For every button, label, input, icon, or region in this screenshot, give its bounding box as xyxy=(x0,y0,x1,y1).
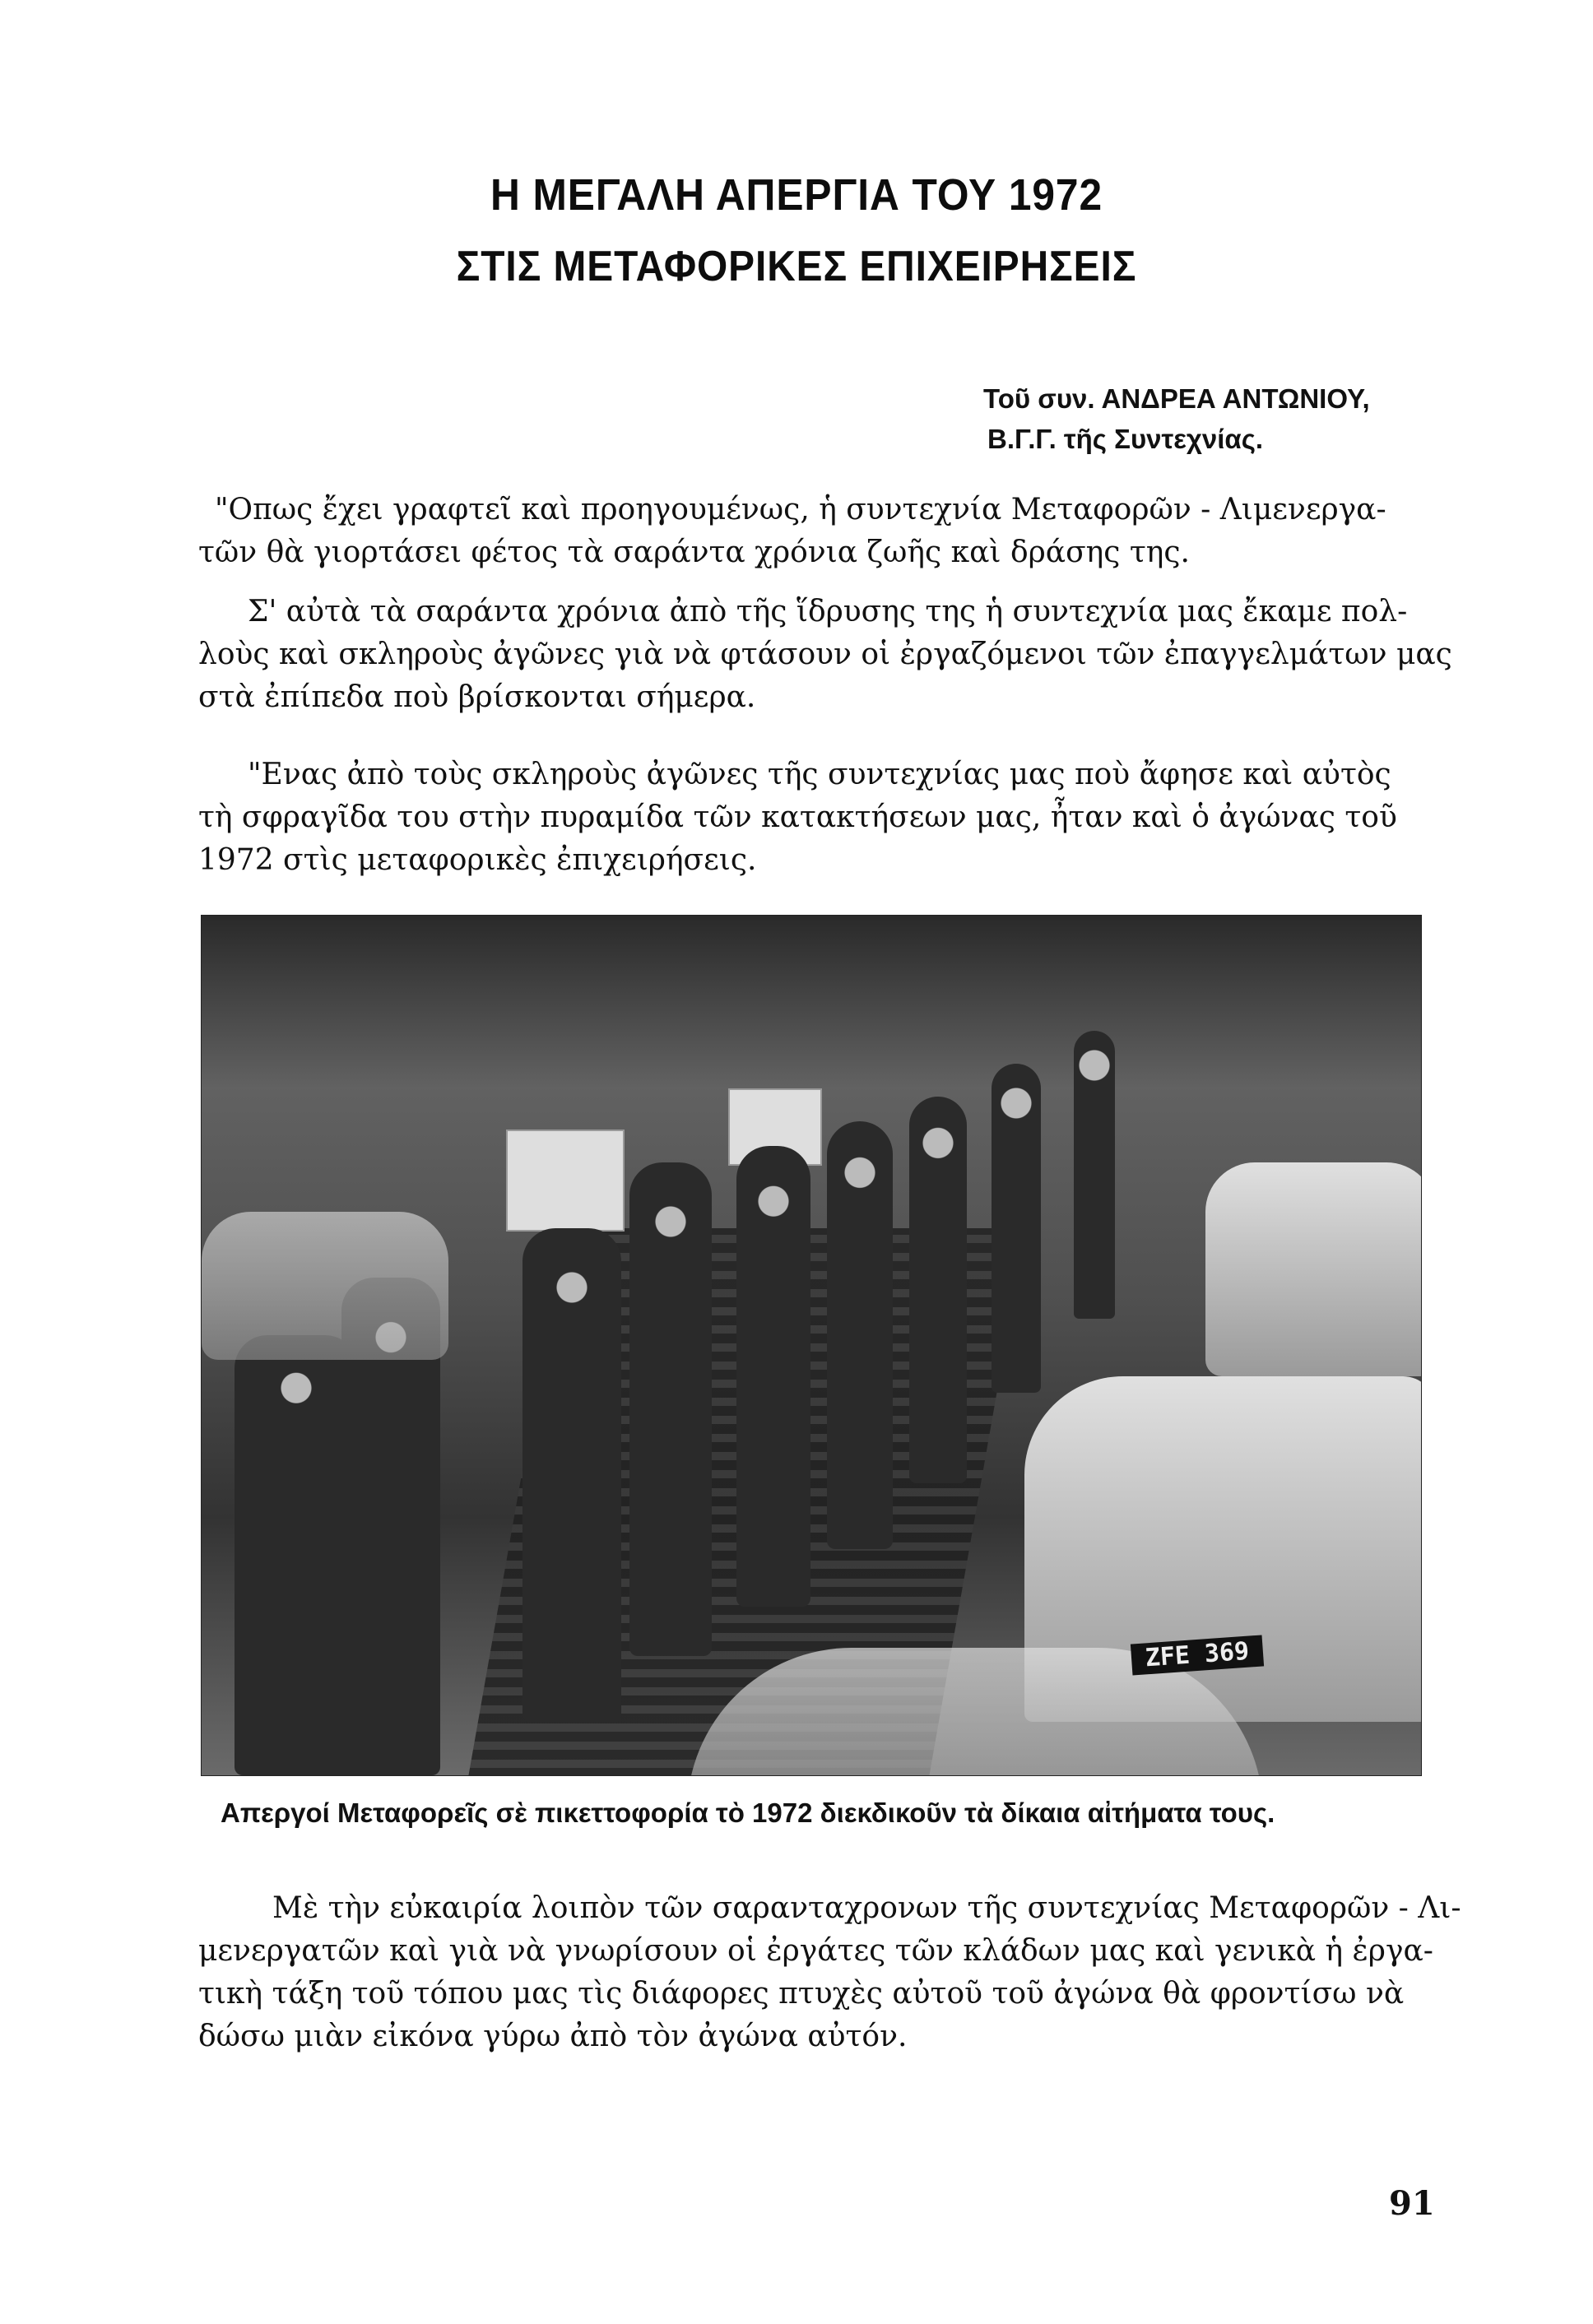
article-title-line-2: ΣΤΙΣ ΜΕΤΑΦΟΡΙΚΕΣ ΕΠΙΧΕΙΡΗΣΕΙΣ xyxy=(456,243,1137,290)
paragraph-line: λοὺς καὶ σκληροὺς ἀγῶνες γιὰ νὰ φτάσουν οἱ ἐργαζόμενοι τῶν ἐπαγγελμάτων μας xyxy=(198,638,1452,671)
paragraph-line: "Ενας ἀπὸ τοὺς σκληροὺς ἀγῶνες τῆς συντεχνίας μας ποὺ ἄφησε καὶ αὐτὸς xyxy=(248,758,1391,791)
paragraph-2 xyxy=(198,591,1452,719)
paragraph-3 xyxy=(198,754,1416,882)
protester-figure xyxy=(736,1146,810,1607)
article-title-line-1: Η ΜΕΓΑΛΗ ΑΠΕΡΓΙΑ ΤΟΥ 1972 xyxy=(490,170,1103,220)
strike-photo xyxy=(201,915,1422,1776)
picket-sign xyxy=(506,1130,625,1232)
paragraph-line: τὴ σφραγῖδα του στὴν πυραμίδα τῶν κατακτήσεων μας, ἦταν καὶ ὁ ἀγώνας τοῦ xyxy=(198,800,1397,834)
paragraph-line: Σ' αὐτὰ τὰ σαράντα χρόνια ἀπὸ τῆς ἵδρυσης της ἡ συντεχνία μας ἔκαμε πολ- xyxy=(248,595,1408,629)
page-number: 91 xyxy=(1389,2184,1435,2223)
protester-figure xyxy=(235,1335,358,1775)
paragraph-line: "Οπως ἔχει γραφτεῖ καὶ προηγουμένως, ἡ συντεχνία Μεταφορῶν - Λιμενεργα- xyxy=(215,493,1386,526)
protester-figure xyxy=(629,1162,712,1656)
protester-figure xyxy=(522,1228,621,1722)
paragraph-line: Μὲ τὴν εὐκαιρία λοιπὸν τῶν σαρανταχρονων τῆς συντεχνίας Μεταφορῶν - Λι- xyxy=(272,1891,1461,1925)
paragraph-line: τικὴ τάξη τοῦ τόπου μας τὶς διάφορες πτυχὲς αὐτοῦ τοῦ ἀγώνα θὰ φροντίσω νὰ xyxy=(198,1977,1405,2011)
author-affiliation: Β.Γ.Γ. τῆς Συντεχνίας. xyxy=(987,424,1264,454)
paragraph-line: μενεργατῶν καὶ γιὰ νὰ γνωρίσουν οἱ ἐργάτες τῶν κλάδων μας καὶ γενικὰ ἡ ἐργα- xyxy=(198,1934,1433,1968)
protester-figure xyxy=(909,1097,967,1483)
paragraph-line: τῶν θὰ γιορτάσει φέτος τὰ σαράντα χρόνια ζωῆς καὶ δράσης της. xyxy=(198,536,1190,569)
paragraph-4 xyxy=(198,1887,1461,2058)
parked-car xyxy=(202,1212,448,1360)
license-plate: ZFE 369 xyxy=(1131,1635,1264,1675)
author-byline: Τοῦ συν. ΑΝΔΡΕΑ ΑΝΤΩΝΙΟΥ, xyxy=(983,383,1370,414)
paragraph-1 xyxy=(198,489,1416,574)
parked-car xyxy=(1205,1162,1422,1376)
paragraph-line: δώσω μιὰν εἰκόνα γύρω ἀπὸ τὸν ἀγώνα αὐτόν. xyxy=(198,2020,908,2053)
protester-figure xyxy=(992,1064,1041,1393)
protester-figure xyxy=(1074,1031,1115,1319)
paragraph-line: στὰ ἐπίπεδα ποὺ βρίσκονται σήμερα. xyxy=(198,680,756,714)
photo-caption: Απεργοί Μεταφορεῖς σὲ πικεττοφορία τὸ 1972 διεκδικοῦν τὰ δίκαια αἰτήματα τους. xyxy=(221,1798,1275,1828)
protester-figure xyxy=(827,1121,893,1549)
paragraph-line: 1972 στὶς μεταφορικὲς ἐπιχειρήσεις. xyxy=(198,843,757,877)
